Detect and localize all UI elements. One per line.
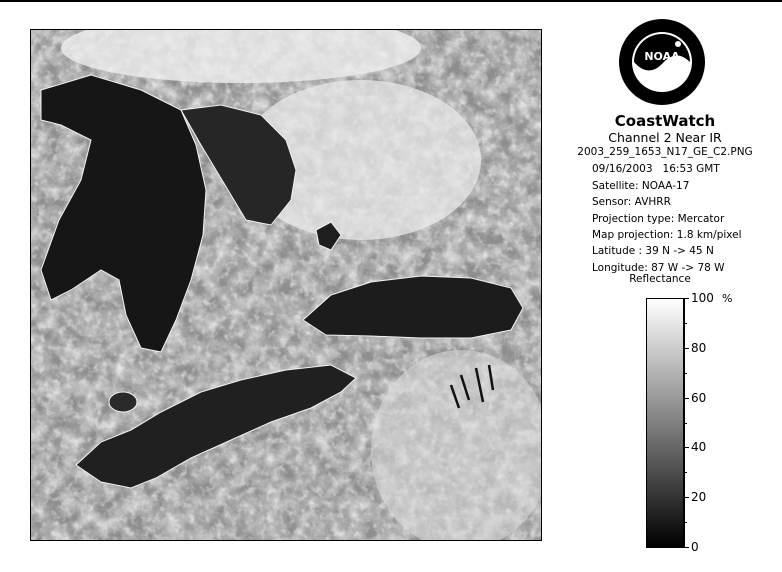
colorbar-tick-label: 100 (691, 291, 714, 305)
projection-type: Projection type: Mercator (592, 213, 725, 225)
lake-st-clair (109, 392, 137, 412)
file-name: 2003_259_1653_N17_GE_C2.PNG (577, 146, 753, 158)
date-value: 09/16/2003 (592, 163, 653, 175)
colorbar-tick-label: 80 (691, 340, 707, 355)
colorbar-tick (684, 547, 689, 548)
colorbar-tick (684, 323, 687, 324)
noaa-seal-icon (618, 18, 706, 106)
colorbar-tick (684, 373, 687, 374)
satellite-info: Satellite: NOAA-17 (592, 180, 690, 192)
colorbar-tick (684, 298, 689, 299)
colorbar-tick-label: 20 (691, 490, 707, 505)
latitude-range: Latitude : 39 N -> 45 N (592, 245, 714, 257)
colorbar-tick (684, 497, 689, 498)
colorbar-tick (684, 348, 689, 349)
satellite-map[interactable] (30, 29, 542, 541)
date-time (592, 163, 720, 175)
time-value: 16:53 GMT (662, 163, 720, 175)
colorbar-tick (684, 447, 689, 448)
colorbar-tick-label: 40 (691, 440, 707, 455)
longitude-range: Longitude: 87 W -> 78 W (592, 262, 725, 274)
colorbar-tick (684, 398, 689, 399)
sensor-info: Sensor: AVHRR (592, 196, 671, 208)
colorbar-unit: % (722, 292, 733, 305)
map-projection: Map projection: 1.8 km/pixel (592, 229, 742, 241)
colorbar-tick (684, 472, 687, 473)
logo-text: NOAA (644, 50, 680, 63)
colorbar-tick-label: 0 (691, 540, 699, 554)
product-title: CoastWatch (614, 112, 716, 130)
colorbar-tick (684, 522, 687, 523)
top-rule (0, 0, 782, 2)
channel-label: Channel 2 Near IR (608, 130, 722, 145)
reflectance-colorbar (646, 298, 684, 548)
colorbar-label: Reflectance (629, 273, 691, 285)
colorbar-tick-label: 60 (691, 390, 707, 405)
colorbar-tick (684, 423, 687, 424)
